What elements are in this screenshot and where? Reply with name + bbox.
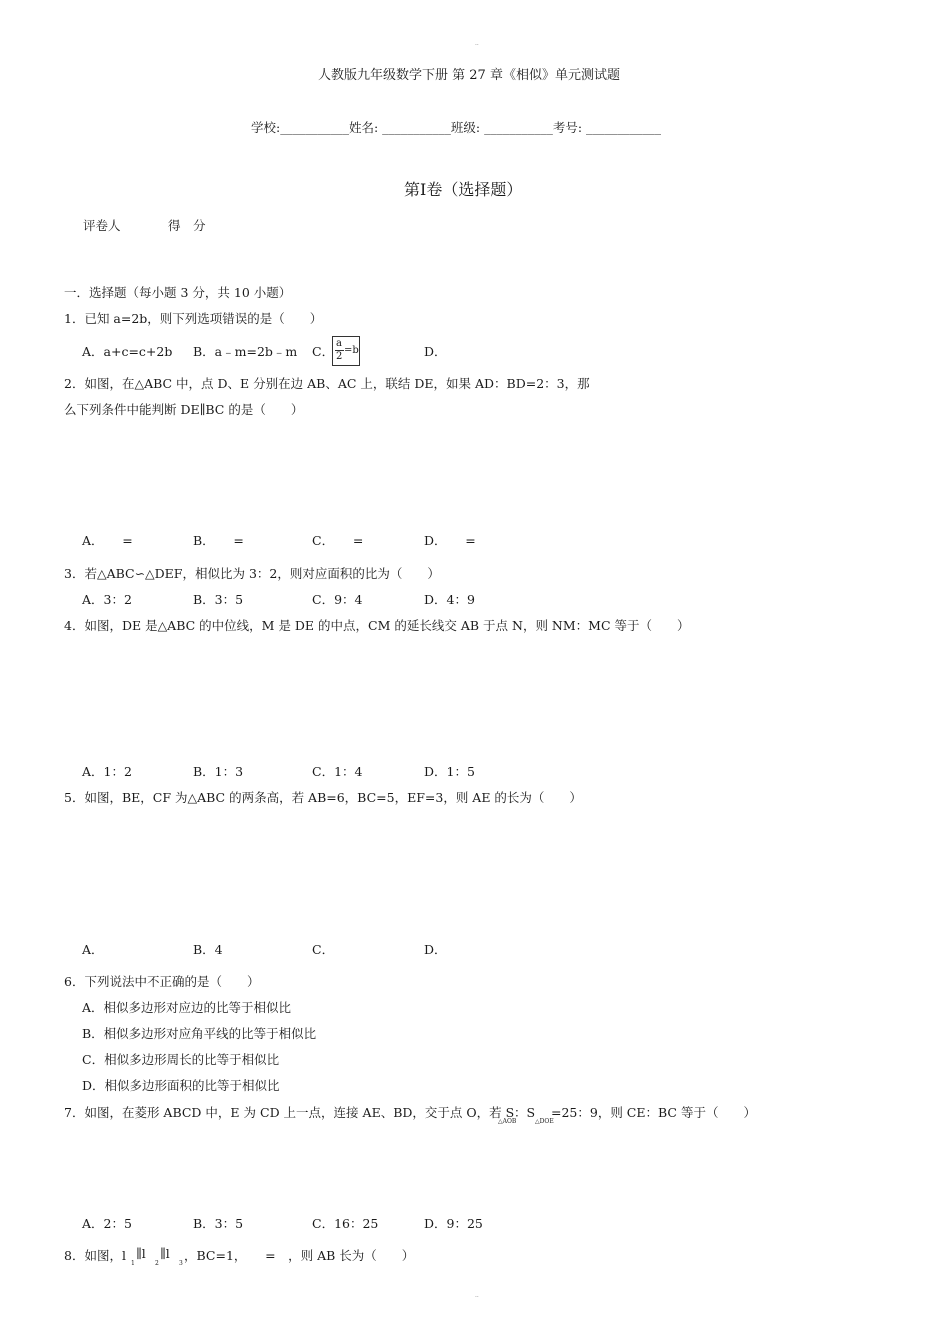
q7-option-c: C．16：25 [312, 1216, 379, 1231]
q8-subscript-2: 2 [155, 1260, 159, 1267]
q6-option-b: B．相似多边形对应角平线的比等于相似比 [82, 1026, 317, 1041]
q3-option-c: C．9：4 [312, 592, 363, 607]
q7-stem-end: =25：9，则 CE：BC 等于（ ） [551, 1105, 756, 1120]
q4-option-a: A．1：2 [82, 764, 132, 779]
q2-option-c: C． = [312, 533, 364, 548]
q7-subscript-aob: △AOB [498, 1118, 517, 1125]
part-heading: 一．选择题（每小题 3 分，共 10 小题） [64, 285, 292, 300]
score-label: 得 分 [168, 218, 206, 233]
header-dot: .. [475, 40, 479, 47]
fraction-rest: =b [344, 345, 359, 356]
q6-option-d: D．相似多边形面积的比等于相似比 [82, 1078, 280, 1093]
q4-stem: 4．如图，DE 是△ABC 的中位线，M 是 DE 的中点，CM 的延长线交 AB 于点 N，则 NM：MC 等于（ ） [64, 618, 690, 633]
q5-option-a: A． [82, 942, 104, 957]
q8-subscript-3: 3 [179, 1260, 183, 1267]
q7-stem-start: 7．如图，在菱形 ABCD 中，E 为 CD 上一点，连接 AE、BD，交于点 O，若 S [64, 1105, 515, 1120]
q2-stem-line2: 么下列条件中能判断 DE∥BC 的是（ ） [64, 402, 304, 417]
student-info-line: 学校:___________姓名: ___________班级: ___________考号: ____________ [251, 120, 662, 135]
q1-option-a: A．a+c=c+2b [82, 344, 173, 359]
q1-option-c: C． [312, 344, 335, 359]
footer-dot: .. [475, 1292, 479, 1299]
q6-option-c: C．相似多边形周长的比等于相似比 [82, 1052, 280, 1067]
q7-option-a: A．2：5 [82, 1216, 132, 1231]
q1-stem: 1．已知 a=2b，则下列选项错误的是（ ） [64, 311, 323, 326]
q3-stem: 3．若△ABC∽△DEF，相似比为 3：2，则对应面积的比为（ ） [64, 566, 440, 581]
q6-option-a: A．相似多边形对应边的比等于相似比 [82, 1000, 292, 1015]
q5-option-d: D． [424, 942, 447, 957]
q1-option-b: B．a﹣m=2b﹣m [193, 344, 298, 359]
q8-parallel-2: ∥l [160, 1246, 170, 1261]
q1-option-d: D． [424, 344, 447, 359]
q6-stem: 6．下列说法中不正确的是（ ） [64, 974, 260, 989]
q7-subscript-doe: △DOE [535, 1118, 554, 1125]
q3-option-d: D．4：9 [424, 592, 475, 607]
q2-option-d: D． = [424, 533, 476, 548]
document-title: 人教版九年级数学下册 第 27 章《相似》单元测试题 [318, 68, 620, 83]
q1-fraction-image [332, 336, 360, 366]
q4-option-c: C．1：4 [312, 764, 363, 779]
q2-option-b: B． = [193, 533, 244, 548]
fraction-numerator: a [336, 338, 342, 349]
q2-option-a: A． = [82, 533, 133, 548]
fraction-denominator: 2 [336, 351, 343, 362]
q3-option-b: B．3：5 [193, 592, 244, 607]
q5-option-b: B．4 [193, 942, 223, 957]
q8-stem-start: 8．如图，l [64, 1248, 126, 1263]
q7-option-d: D．9：25 [424, 1216, 483, 1231]
q8-stem-end: ，BC=1， = ，则 AB 长为（ ） [184, 1248, 415, 1263]
q4-option-d: D．1：5 [424, 764, 475, 779]
section-title: 第Ⅰ卷（选择题） [404, 180, 523, 199]
q7-option-b: B．3：5 [193, 1216, 244, 1231]
q8-parallel-1: ∥l [136, 1246, 146, 1261]
grader-label: 评卷人 [83, 218, 121, 233]
q5-stem: 5．如图，BE，CF 为△ABC 的两条高，若 AB=6，BC=5，EF=3，则 AE 的长为（ ） [64, 790, 582, 805]
q3-option-a: A．3：2 [82, 592, 132, 607]
q4-option-b: B．1：3 [193, 764, 244, 779]
q8-subscript-1: 1 [131, 1260, 135, 1267]
q2-stem-line1: 2．如图，在△ABC 中，点 D、E 分别在边 AB、AC 上，联结 DE，如果 AD：BD=2：3，那 [64, 376, 590, 391]
q5-option-c: C． [312, 942, 335, 957]
q7-stem-mid: ：S [514, 1105, 536, 1120]
